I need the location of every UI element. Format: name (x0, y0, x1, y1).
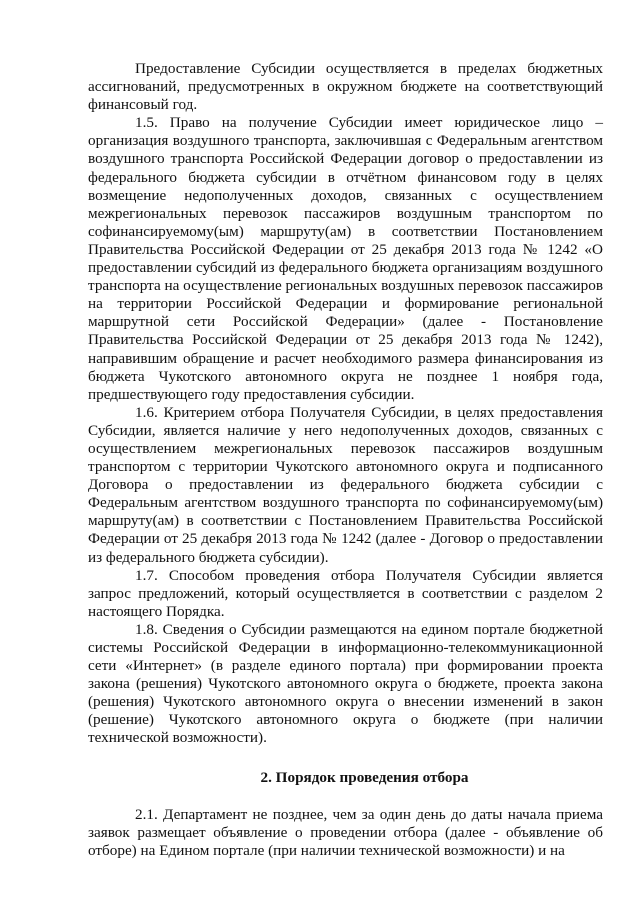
paragraph-2-1: 2.1. Департамент не позднее, чем за один день до даты начала приема заявок размещает объявление о проведении отбора (далее - объявление об отборе) на Едином портале (при наличии технической возможности) и на (88, 805, 603, 859)
section-heading: 2. Порядок проведения отбора (260, 768, 469, 786)
paragraph-1-5: 1.5. Право на получение Субсидии имеет юридическое лицо – организация воздушного транспорта, заключившая с Федеральным агентством воздушного транспорта Российской Федерации договор о предоставлении из федерального бюджета субсидии в отчётном финансовом году в целях возмещение недополученных доходов, связанных с осуществлением межрегиональных перевозок пассажиров воздушным транспортом по софинансируемому(ым) маршруту(ам) в соответствии Постановлением Правительства Российской Федерации от 25 декабря 2013 года № 1242 «О предоставлении субсидий из федерального бюджета организациям воздушного транспорта на осуществление региональных воздушных перевозок пассажиров на территории Российской Федерации и формирование региональной маршрутной сети Российской Федерации» (далее - Постановление Правительства Российской Федерации от 25 декабря 2013 года № 1242), направившим обращение и расчет необходимого размера финансирования из бюджета Чукотского автономного округа не позднее 1 ноября года, предшествующего году предоставления субсидии. (88, 114, 603, 403)
section-spacer-2 (88, 795, 603, 806)
paragraph-subsidy-budget: Предоставление Субсидии осуществляется в пределах бюджетных ассигнований, предусмотренных в окружном бюджете на соответствующий финансовый год. (88, 60, 603, 114)
section-spacer (88, 748, 603, 759)
paragraph-1-7: 1.7. Способом проведения отбора Получателя Субсидии является запрос предложений, который осуществляется в соответствии с разделом 2 настоящего Порядка. (88, 566, 603, 620)
document-page (88, 60, 603, 860)
paragraph-1-8: 1.8. Сведения о Субсидии размещаются на едином портале бюджетной системы Российской Федерации в информационно-телекоммуникационной сети «Интернет» (в разделе единого портала) при формировании проекта закона (решения) Чукотского автономного округа о бюджете, проекта закона (решения) Чукотского автономного округа о внесении изменений в закон (решение) Чукотского автономного округа о бюджете (при наличии технической возможности). (88, 620, 603, 747)
paragraph-1-6: 1.6. Критерием отбора Получателя Субсидии, в целях предоставления Субсидии, является наличие у него недополученных доходов, связанных с осуществлением межрегиональных перевозок пассажиров воздушным транспортом с территории Чукотского автономного округа и подписанного Договора о предоставлении из федерального бюджета субсидии с Федеральным агентством воздушного транспорта по софинансируемому(ым) маршруту(ам) в соответствии с Постановлением Правительства Российской Федерации от 25 декабря 2013 года № 1242 (далее - Договор о предоставлении из федерального бюджета субсидии). (88, 403, 603, 566)
